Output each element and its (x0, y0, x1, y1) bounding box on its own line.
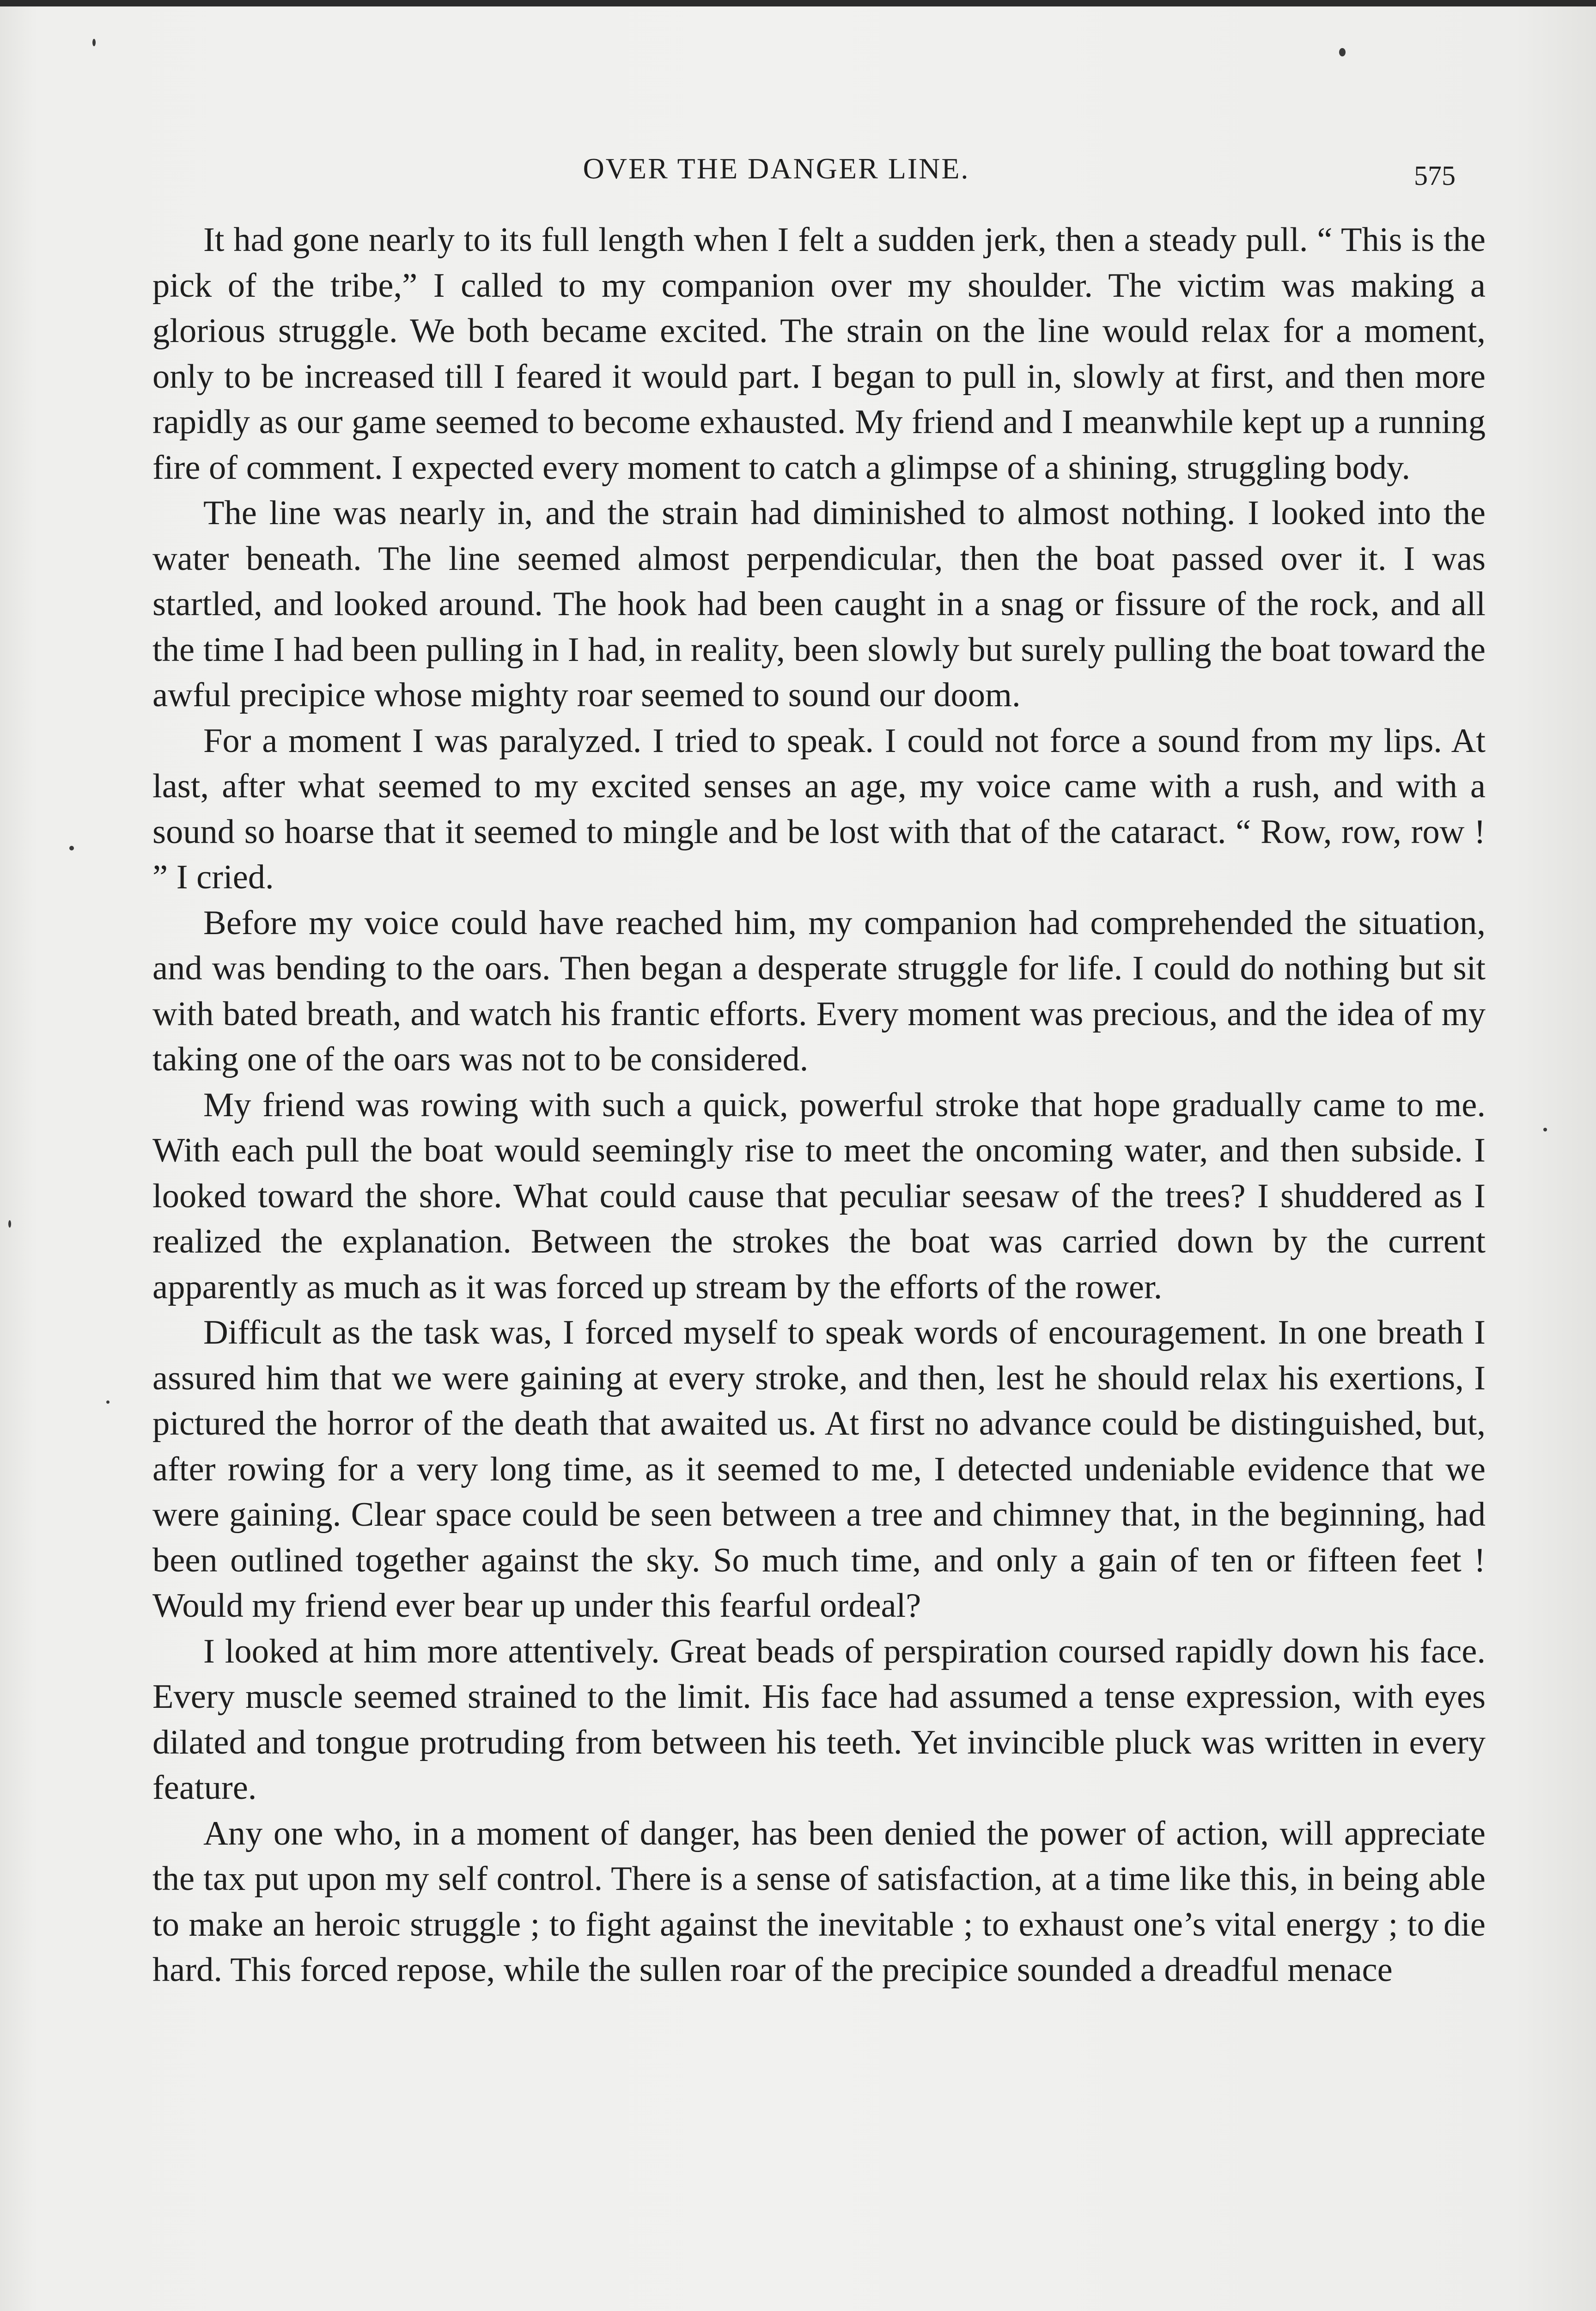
ink-speck (106, 1400, 110, 1404)
page-header (0, 143, 1596, 194)
paragraph: Before my voice could have reached him, my companion had comprehended the situation, and was bending to the oars. Then began a desperate struggle for life. I could do nothing but sit with bated breath, and watch his frantic efforts. Every moment was precious, and the idea of my taking one of the oars was not to be considered. (152, 904, 1486, 1078)
paragraph: The line was nearly in, and the strain had diminished to almost nothing. I looked into the water beneath. The line seemed almost perpendicular, then the boat passed over it. I was startled, and looked around. The hook had been caught in a snag or fissure of the rock, and all the time I had been pulling in I had, in reality, been slowly but surely pulling the boat toward the awful precipice whose mighty roar seemed to sound our doom. (152, 494, 1486, 714)
paragraph: For a moment I was paralyzed. I tried to speak. I could not force a sound from my lips. At last, after what seemed to my excited senses an age, my voice came with a rush, and with a sound so hoarse that it seemed to mingle and be lost with that of the cataract. “ Row, row, row ! ” I cried. (152, 721, 1486, 896)
ink-speck (1339, 48, 1346, 56)
page-top-edge (0, 0, 1596, 6)
paragraph: It had gone nearly to its full length when I felt a sudden jerk, then a steady pull. “ This is the pick of the tribe,” I called to my companion over my shoulder. The victim was making a glorious struggle. We both became excited. The strain on the line would relax for a moment, only to be increased till I feared it would part. I began to pull in, slowly at first, and then more rapidly as our game seemed to become exhausted. My friend and I meanwhile kept up a running fire of comment. I expected every moment to catch a glimpse of a shining, struggling body. (152, 221, 1486, 487)
running-title: OVER THE DANGER LINE. (583, 152, 970, 185)
ink-speck (69, 846, 74, 850)
paragraph: Difficult as the task was, I forced myself to speak words of encouragement. In one breath I assured him that we were gaining at every stroke, and then, lest he should relax his exertions, I pictured the horror of the death that awaited us. At first no advance could be distinguished, but, after rowing for a very long time, as it seemed to me, I detected undeniable evidence that we were gaining. Clear space could be seen between a tree and chimney that, in the beginning, had been outlined together against the sky. So much time, and only a gain of ten or fifteen feet ! Would my friend ever bear up under this fearful ordeal? (152, 1314, 1486, 1625)
ink-speck (1543, 1128, 1547, 1131)
body-text (152, 217, 1486, 1993)
ink-speck (8, 1220, 11, 1228)
paragraph: My friend was rowing with such a quick, powerful stroke that hope gradually came to me. With each pull the boat would seemingly rise to meet the oncoming water, and then subside. I looked toward the shore. What could cause that peculiar seesaw of the trees? I shuddered as I realized the explanation. Between the strokes the boat was carried down by the current apparently as much as it was forced up stream by the efforts of the rower. (152, 1086, 1486, 1306)
paragraph: I looked at him more attentively. Great beads of perspiration coursed rapidly down his face. Every muscle seemed strained to the limit. His face had assumed a tense expression, with eyes dilated and tongue protruding from between his teeth. Yet invincible pluck was written in every feature. (152, 1632, 1486, 1807)
page-number: 575 (1414, 160, 1456, 191)
ink-speck (92, 39, 96, 46)
paragraph: Any one who, in a moment of danger, has been denied the power of action, will appreciate the tax put upon my self control. There is a sense of satisfaction, at a time like this, in being able to make an heroic struggle ; to fight against the inevitable ; to exhaust one’s vital energy ; to die hard. This forced repose, while the sullen roar of the precipice sounded a dreadful menace (152, 1814, 1486, 1989)
